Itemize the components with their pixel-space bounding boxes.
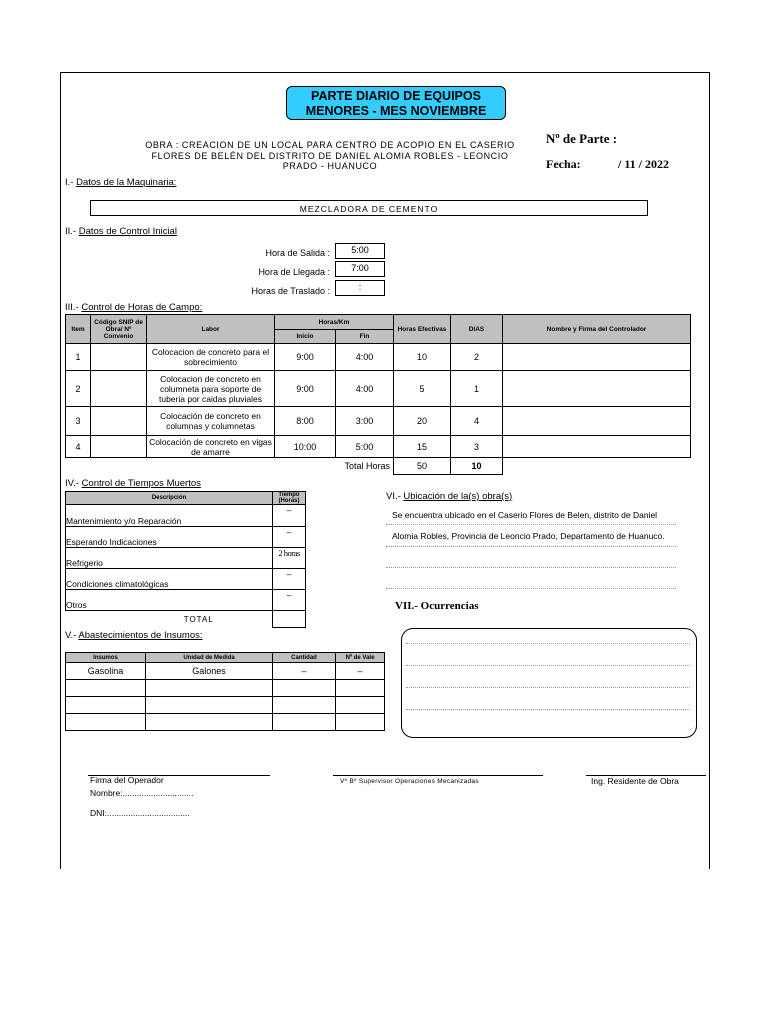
section-1-heading: I.- Datos de la Maquinaria: (65, 177, 177, 188)
table-row (66, 680, 385, 697)
table-row: Otros – (66, 590, 306, 611)
dni-field[interactable]: DNI:................................... (90, 808, 190, 818)
total-row: Total Horas 50 10 (66, 458, 691, 475)
th-horas-km: Horas/Km (275, 315, 394, 330)
section-7-heading: VII.- Ocurrencias (395, 600, 479, 612)
residente-label: Ing. Residente de Obra (591, 776, 679, 786)
insumos-table: Insumos Unidad de Medida Cantidad Nº de Vale Gasolina Galones – – (65, 652, 385, 731)
th-dias: DIAS (451, 315, 503, 344)
ubicacion-line-1: Se encuentra ubicado en el Caserio Flores de Belen, distrito de Daniel (392, 510, 658, 520)
ocurrencias-box[interactable] (401, 628, 697, 738)
section-5-heading: V.- Abastecimientos de Insumos: (65, 630, 203, 641)
table-row: 1 Colocacion de concreto para el sobrecimiento 9:00 4:00 10 2 (66, 344, 691, 371)
horas-traslado-label: Horas de Traslado : (251, 286, 330, 296)
th-labor: Labor (147, 315, 275, 344)
table-row: Mantenimiento y/o Reparación – (66, 505, 306, 527)
th-fin: Fin (336, 330, 394, 344)
dotted-line (386, 546, 676, 547)
obra-description: OBRA : CREACION DE UN LOCAL PARA CENTRO DE ACOPIO EN EL CASERIO FLORES DE BELÉN DEL DISTRITO DE DANIEL ALOMIA ROBLES - LEONCIO PRADO - HUANUCO (145, 140, 515, 171)
th-firma: Nombre y Firma del Controlador (503, 315, 691, 344)
hora-salida-field[interactable]: 5:00 (335, 243, 385, 259)
supervisor-label: Vº Bº Supervisor Operaciones Mecanizadas (340, 778, 479, 785)
firma-operador-label: Firma del Operador (90, 775, 164, 785)
table-row: Esperando Indicaciones – (66, 527, 306, 548)
table-row: Gasolina Galones – – (66, 663, 385, 680)
section-2-heading: II.- Datos de Control Inicial (65, 226, 177, 237)
fecha-value: / 11 / 2022 (618, 157, 670, 171)
fecha-label: Fecha: (546, 157, 581, 171)
horas-traslado-field[interactable]: : (335, 280, 385, 296)
horas-campo-table (65, 314, 691, 475)
nombre-field[interactable]: Nombre:.............................. (90, 788, 194, 798)
total-horas: 50 (394, 458, 451, 475)
dotted-line (386, 524, 676, 525)
hora-salida-label: Hora de Salida : (265, 248, 330, 258)
section-3-heading: III.- Control de Horas de Campo: (65, 302, 203, 313)
table-row (66, 697, 385, 714)
hora-llegada-field[interactable]: 7:00 (335, 261, 385, 277)
table-row: 3 Colocación de concreto en columnas y columnetas 8:00 3:00 20 4 (66, 407, 691, 436)
th-inicio: Inicio (275, 330, 336, 344)
table-row: Condiciones climatológicas – (66, 569, 306, 590)
th-item: Item (66, 315, 91, 344)
report-title: PARTE DIARIO DE EQUIPOS MENORES - MES NOVIEMBRE (286, 86, 506, 120)
maquinaria-field[interactable]: MEZCLADORA DE CEMENTO (90, 200, 648, 216)
hora-llegada-label: Hora de Llegada : (258, 267, 330, 277)
ubicacion-line-2: Alomia Robles, Provincia de Leoncio Prado, Departamento de Huanuco. (392, 531, 665, 541)
table-row: Refrigerio 2 horas (66, 548, 306, 569)
section-6-heading: VI.- Ubicación de la(s) obra(s) (386, 491, 513, 502)
signature-line-supervisor (333, 775, 543, 776)
th-horas-efectivas: Horas Efectivas (394, 315, 451, 344)
total-dias: 10 (451, 458, 503, 475)
dotted-line (386, 588, 676, 589)
numero-parte-label: Nº de Parte : (546, 131, 618, 146)
th-codigo: Código SNIP de Obra/ Nº Convenio (91, 315, 147, 344)
table-row: 2 Colocacion de concreto en columneta para soporte de tuberia por caidas pluviales 9:00 4:00 5 1 (66, 371, 691, 407)
tiempos-muertos-table: Descripción Tiempo (Horas) Mantenimiento y/o Reparación – Esperando Indicaciones – Refrigerio 2 horas Condiciones climatológicas – Otros – TOTAL (65, 491, 306, 628)
table-row: 4 Colocación de concreto en vigas de amarre 10:00 5:00 15 3 (66, 436, 691, 458)
dotted-line (386, 567, 676, 568)
section-4-heading: IV.- Control de Tiempos Muertos (65, 478, 201, 489)
table-row (66, 714, 385, 731)
